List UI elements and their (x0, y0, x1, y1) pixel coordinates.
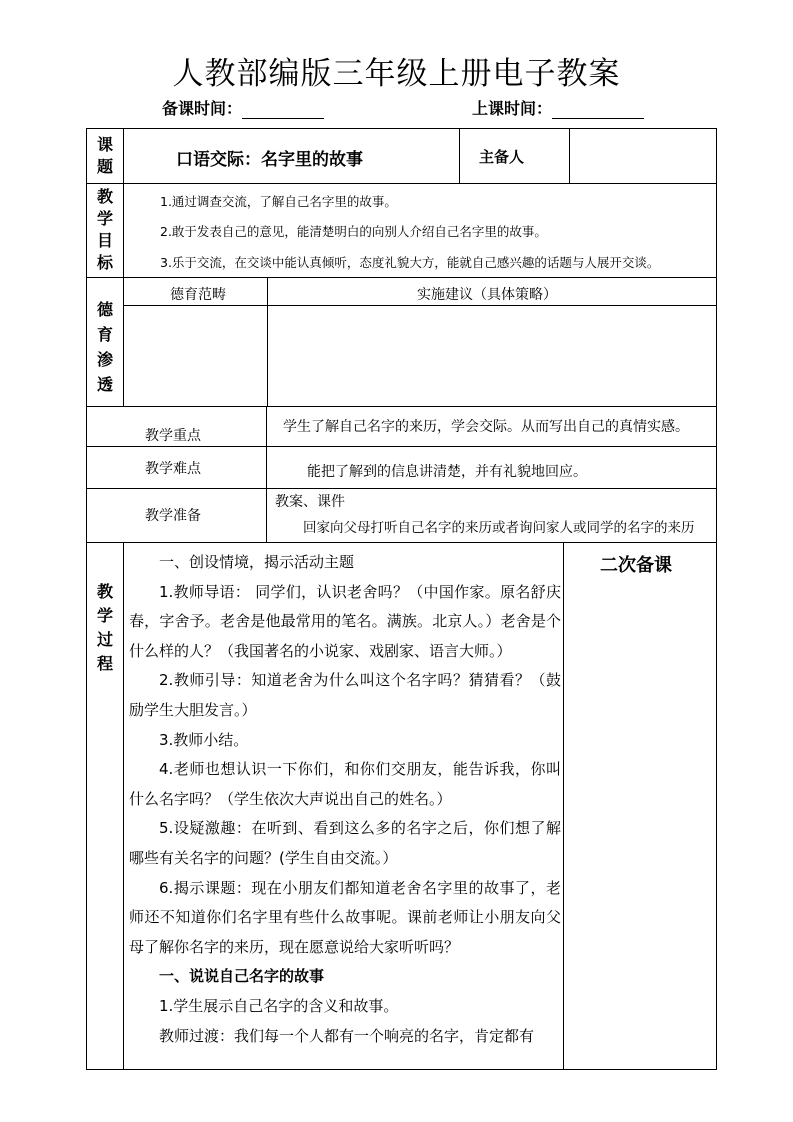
objectives-label: 教 学 目 标 (96, 187, 113, 272)
col-divider (266, 406, 267, 542)
process-paragraph: 1.教师导语： 同学们，认识老舍吗？（中国作家。原名舒庆春，字舍予。老舍是他最常用的笔名。满族。北京人。）老舍是个什么样的人？（我国著名的小说家、戏剧家、语言大师。） (129, 582, 561, 660)
prep-time-blank (242, 100, 324, 119)
second-prep-header: 二次备课 (600, 555, 672, 576)
process-paragraph: 1.学生展示自己名字的含义和故事。 (159, 996, 399, 1015)
class-time-label: 上课时间： (472, 99, 553, 118)
process-paragraph: 5.设疑激趣：在听到、看到这么多的名字之后，你们想了解哪些有关名字的问题？(学生自由交流。） (129, 819, 561, 867)
col-divider (123, 542, 124, 1070)
keypoint-content: 学生了解自己名字的来历，学会交际。从而写出自己的真情实感。 (283, 419, 689, 435)
keypoint-label: 教学重点 (145, 428, 201, 444)
difficulty-label: 教学难点 (145, 461, 201, 477)
topic-label: 课 题 (96, 135, 113, 176)
process-paragraph: 一、说说自己名字的故事 (159, 967, 325, 986)
prep-time-label: 备课时间： (162, 99, 243, 118)
col-divider (563, 542, 564, 1070)
col-divider (123, 128, 124, 406)
moral-col1-header: 德育范畴 (170, 287, 226, 303)
col-divider (569, 128, 570, 183)
process-paragraph: 2.教师引导：知道老舍为什么叫这个名字吗？猜猜看？（鼓励学生大胆发言。） (129, 671, 561, 719)
row-divider (86, 542, 717, 543)
prep-time (162, 96, 324, 119)
moral-label: 德 育 渗 透 (96, 300, 113, 394)
page-title: 人教部编版三年级上册电子教案 (172, 56, 621, 92)
process-paragraph: 3.教师小结。 (159, 730, 249, 749)
process-content (129, 548, 561, 1051)
col-divider (459, 128, 460, 183)
difficulty-content: 能把了解到的信息讲清楚，并有礼貌地回应。 (307, 464, 587, 480)
process-paragraph: 教师过渡：我们每一个人都有一个响亮的名字，肯定都有 (159, 1026, 535, 1045)
process-paragraph: 一、创设情境，揭示活动主题 (159, 553, 355, 571)
prep-label: 教学准备 (145, 508, 201, 524)
row-divider (86, 406, 717, 407)
topic-value: 口语交际：名字里的故事 (176, 150, 363, 170)
prep-line1: 教案、课件 (275, 494, 345, 510)
class-time (472, 96, 644, 119)
objective-item: 1.通过调查交流，了解自己名字里的故事。 (160, 194, 397, 209)
prep-line2: 回家向父母打听自己名字的来历或者询问家人或同学的名字的来历 (303, 520, 695, 536)
row-divider (86, 446, 717, 447)
objective-item: 3.乐于交流，在交谈中能认真倾听，态度礼貌大方，能就自己感兴趣的话题与人展开交谈。 (160, 255, 660, 270)
objective-item: 2.敢于发表自己的意见，能清楚明白的向别人介绍自己名字里的故事。 (160, 224, 547, 239)
process-paragraph: 6.揭示课题：现在小朋友们都知道老舍名字里的故事了，老师还不知道你们名字里有些什么故事呢。课前老师让小朋友向父母了解你名字的来历，现在愿意说给大家听听吗？ (129, 878, 561, 956)
moral-col2-header: 实施建议（具体策略） (417, 287, 557, 303)
col-divider (267, 277, 268, 406)
process-paragraph: 4.老师也想认识一下你们，和你们交朋友，能告诉我，你叫什么名字吗？（学生依次大声说出自己的姓名。） (129, 760, 561, 808)
process-label: 教 学 过 程 (96, 582, 113, 673)
row-divider (123, 305, 717, 306)
owner-label: 主备人 (479, 148, 525, 166)
row-divider (86, 277, 717, 278)
class-time-blank (552, 100, 644, 119)
row-divider (86, 183, 717, 184)
row-divider (86, 488, 717, 489)
